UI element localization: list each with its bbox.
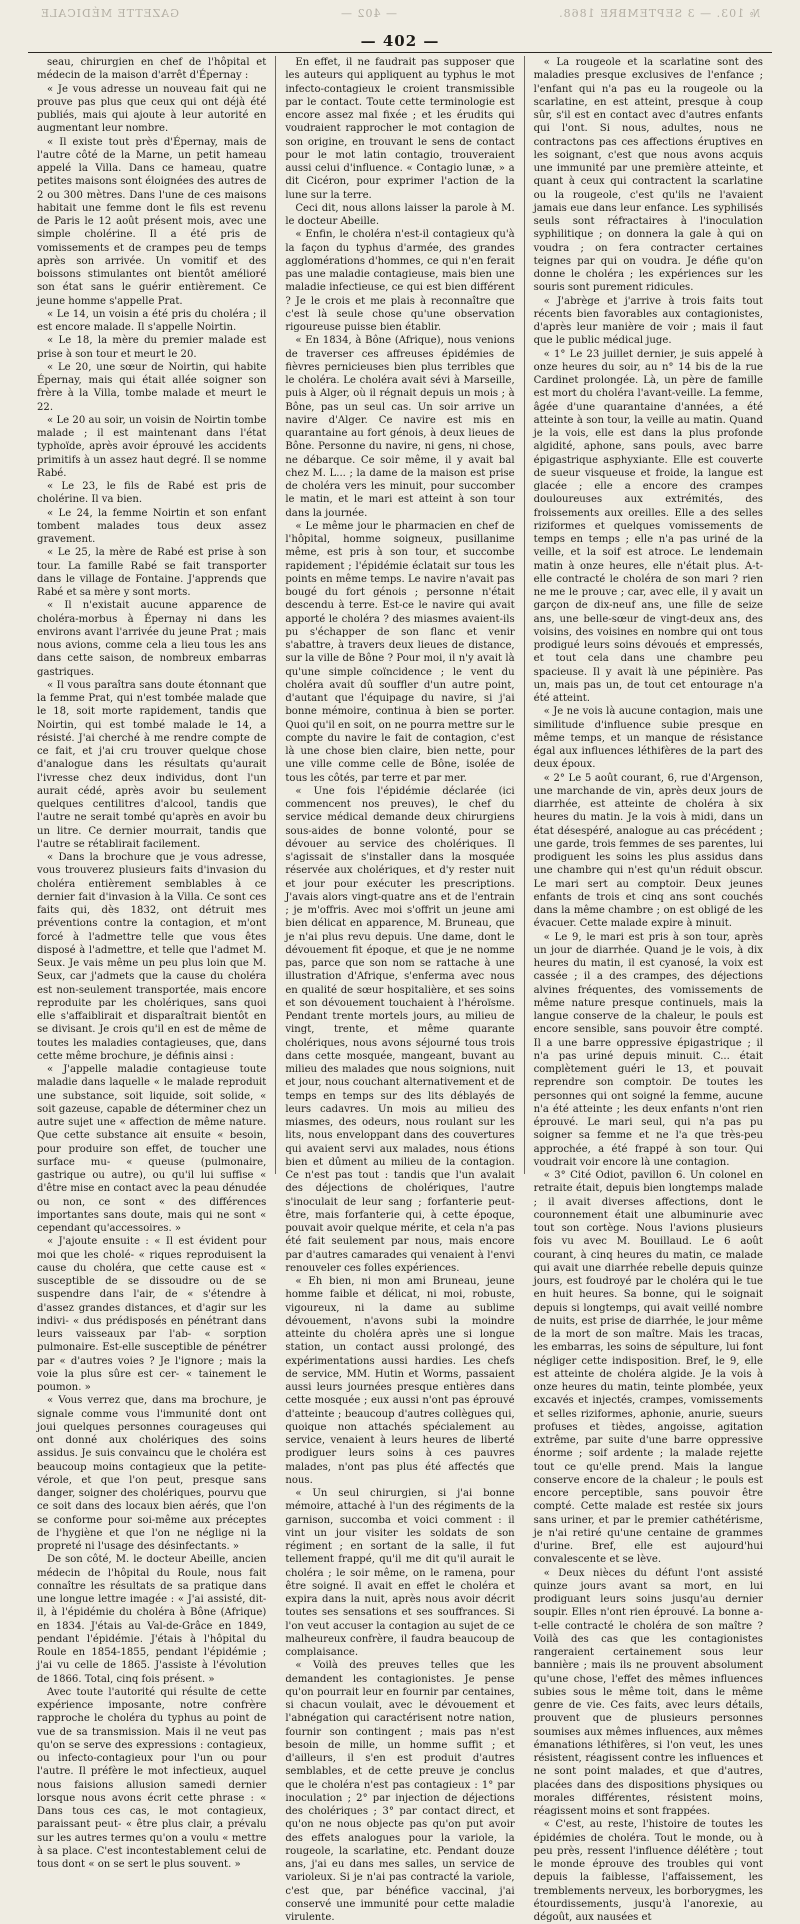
paragraph: « J'abrège et j'arrive à trois faits tout récents bien favorables aux contagionistes, d'après leur manière de voir ; mais il faut que le public médical juge. — [533, 295, 763, 347]
paragraph: « 3° Cité Odiot, pavillon 6. Un colonel en retraite était, depuis bien longtemps malade ; il avait diverses affections, dont le couronnement était une albuminurie avec tout son cortège. Nous l'avions plusieurs fois vu avec M. Bouillaud. Le 6 août courant, à cinq heures du matin, ce malade qui avait une diarrhée rebelle depuis quinze jours, est foudroyé par le choléra qui le tue en huit heures. Sa bonne, qui le soignait depuis si longtemps, qui avait veillé nombre de nuits, est prise de diarrhée, le jour même de la mort de son maître. Mais les tracas, les embarras, les soins de sépulture, lui font négliger cette indisposition. Bref, le 9, elle est atteinte de choléra algide. Je la vois à onze heures du matin, teinte plombée, yeux excavés et injectés, crampes, vomissements et selles riziformes, aphonie, anurie, sueurs profuses et tièdes, angoisse, agitation extrême, par suite d'une barre oppressive énorme ; soif ardente ; la malade rejette tout ce qu'elle prend. Mais la langue conserve encore de la chaleur ; le pouls est encore perceptible, sans pouvoir être compté. Cette malade est restée six jours sans uriner, et par le premier cathétérisme, je n'ai retiré qu'une centaine de grammes d'urine. Bref, elle est aujourd'hui convalescente et se lève. — [533, 1170, 763, 1566]
paragraph: « Vous verrez que, dans ma brochure, je signale comme vous l'immunité dont ont joui quelques personnes courageuses qui ont donné aux cholériques des soins assidus. Je suis convaincu que le choléra est beaucoup moins contagieux que la petite-vérole, et que l'on peut, presque sans danger, soigner des cholériques, pourvu que ce soit dans des locaux bien aérés, que l'on se conforme pour soi-même aux préceptes de l'hygiène et que l'on ne néglige ni la propreté ni l'usage des désinfectants. » — [37, 1395, 267, 1552]
paragraph: « J'ajoute ensuite : « Il est évident pour moi que les cholé- « riques reproduisent la cause du choléra, que cette cause est « susceptible de se dissoudre ou de se suspendre dans l'air, de « s'étendre à d'assez grandes distances, et d'agir sur les indivi- « dus prédisposés en pénétrant dans leurs vaisseaux par l'ab- « sorption pulmonaire. Est-elle susceptible de pénétrer par « d'autres voies ? Je l'ignore ; mais la voie la plus sûre est cer- « tainement le poumon. » — [37, 1236, 267, 1393]
bleed-through-left: № 103. — 3 SEPTEMBRE 1868. — [558, 6, 760, 20]
paragraph: « Le 24, la femme Noirtin et son enfant tombent malades tous deux assez gravement. — [37, 507, 267, 545]
column-left — [28, 56, 275, 1870]
paragraph: « Le 23, le fils de Rabé est pris de cholérine. Il va bien. — [37, 481, 267, 506]
header-rule — [28, 52, 772, 53]
paragraph: « Dans la brochure que je vous adresse, vous trouverez plusieurs faits d'invasion du choléra entièrement semblables à ce dernier fait d'invasion à la Villa. Ce sont ces faits qui, dès 1832, ont détruit mes préventions contre la contagion, et m'ont forcé à l'admettre telle que vous êtes disposé à l'admettre, et telle que l'admet M. Seux. Je vais même un peu plus loin que M. Seux, car j'admets que la cause du choléra est non-seulement transportée, mais encore reproduite par les cholériques, sans quoi elle s'affaiblirait et disparaîtrait bientôt en se divisant. Je crois qu'il en est de même de toutes les maladies contagieuses, que, dans cette même brochure, je définis ainsi : — [37, 852, 267, 1062]
paragraph: « Une fois l'épidémie déclarée (ici commencent nos preuves), le chef du service médical demande deux chirurgiens sous-aides de bonne volonté, pour se dévouer au service des cholériques. Il s'agissait de s'installer dans la mosquée réservée aux cholériques, et d'y rester nuit et jour pour exécuter les prescriptions. J'avais alors vingt-quatre ans et de l'entrain ; je m'offris. Avec moi s'offrit un jeune ami bien délicat en apparence, M. Bruneau, que je n'ai plus revu depuis. Une dame, dont le dévouement fit époque, et que je ne nomme pas, parce que son nom se rattache à une illustration d'Afrique, s'enferma avec nous en qualité de sœur hospitalière, et ses soins et son dévouement touchaient à l'héroïsme. Pendant trente mortels jours, au milieu de vingt, trente, et même quarante cholériques, nous avons séjourné tous trois dans cette mosquée, mangeant, buvant au milieu des malades que nous soignions, nuit et jour, nous couchant alternativement et de temps en temps sur des lits déblayés de leurs cadavres. Un mois au milieu des miasmes, des odeurs, nous roulant sur les lits, nous enveloppant dans des couvertures qui avaient servi aux malades, nous étions bien et dûment au milieu de la contagion. Ce n'est pas tout : tandis que l'un avalait des déjections de cholériques, l'autre s'inoculait de leur sang ; forfanterie peut-être, mais forfanterie qui, à cette époque, pouvait avoir quelque mérite, et cela n'a pas été fait seulement par nous, mais encore par d'autres camarades qui venaient à l'envi renouveler ces folles expériences. — [285, 785, 515, 1274]
paragraph: « Le même jour le pharmacien en chef de l'hôpital, homme soigneux, pusillanime même, est pris à son tour, et succombe rapidement ; l'épidémie éclatait sur tous les points en même temps. Le navire n'avait pas bougé du fort génois ; personne n'était descendu à terre. Est-ce le navire qui avait apporté le choléra ? des miasmes avaient-ils pu s'échapper de son flanc et venir s'abattre, à travers deux lieues de distance, sur la ville de Bône ? Pour moi, il n'y avait là qu'une simple coïncidence ; le vent du choléra avait dû souffler d'un autre point, d'autant que l'équipage du navire, si j'ai bonne mémoire, continua à bien se porter. Quoi qu'il en soit, on ne pourra mettre sur le compte du navire le fait de contagion, c'est là une chose bien claire, bien nette, pour une ville comme celle de Bône, isolée de tous les côtés, par terre et par mer. — [285, 520, 515, 784]
paragraph: En effet, il ne faudrait pas supposer que les auteurs qui appliquent au typhus le mot infecto-contagieux le croient transmissible par le contact. Toute cette terminologie est encore assez mal fixée ; et les érudits qui voudraient rapprocher le mot contagion de son origine, en trouvant le sens de contact pour le mot latin contagio, trouveraient aussi celui d'influence. « Contagio lunæ, » a dit Cicéron, pour exprimer l'action de la lune sur la terre. — [285, 57, 515, 201]
paragraph: « Voilà des preuves telles que les demandent les contagionistes. Je pense qu'on pourrait leur en fournir par centaines, si chacun voulait, avec le dévouement et l'abnégation qui caractérisent notre nation, fournir son contingent ; mais pas n'est besoin de mille, un homme suffit ; et d'ailleurs, il s'en est produit d'autres semblables, et de cette preuve je conclus que le choléra n'est pas contagieux : 1° par inoculation ; 2° par injection de déjections des cholériques ; 3° par contact direct, et qu'on ne nous objecte pas qu'on put avoir des effets analogues pour la variole, la rougeole, la scarlatine, etc. Pendant douze ans, j'ai eu dans mes salles, un service de varioleux. Si je n'ai pas contracté la variole, c'est que, par bénéfice vaccinal, j'ai conservé une immunité pour cette maladie virulente. — [285, 1660, 515, 1923]
paragraph: « Un seul chirurgien, si j'ai bonne mémoire, attaché à l'un des régiments de la garnison, succomba et voici comment : il vint un jour visiter les soldats de son régiment ; en sortant de la salle, il fut tellement frappé, qu'il me dit qu'il aurait le choléra ; le soir même, on le ramena, pour être soigné. Il avait en effet le choléra et expira dans la nuit, après nous avoir décrit toutes ses sensations et ses souffrances. Si l'on veut accuser la contagion au sujet de ce malheureux confrère, il faudra beaucoup de complaisance. — [285, 1488, 515, 1658]
paragraph: « Le 20, une sœur de Noirtin, qui habite Épernay, mais qui était allée soigner son frère à la Villa, tombe malade et meurt le 22. — [37, 361, 267, 413]
column-middle — [275, 56, 523, 1923]
page-number: — 402 — — [360, 32, 440, 50]
paragraph: « Le 9, le mari est pris à son tour, après un jour de diarrhée. Quand je le vois, à dix heures du matin, il est cyanosé, la voix est cassée ; il a des crampes, des déjections alvines fréquentes, des vomissements de même nature presque continuels, mais la langue conserve de la chaleur, le pouls est encore sensible, sans pouvoir être compté. Il a une barre oppressive épigastrique ; il n'a pas uriné depuis minuit. C... était complètement guéri le 13, et pouvait reprendre son comptoir. De toutes les personnes qui ont soigné la femme, aucune n'a été atteinte ; les deux enfants n'ont rien éprouvé. Le mari seul, qui n'a pas pu soigner sa femme et ne l'a que très-peu approchée, a été frappé à son tour. Qui voudrait voir encore là une contagion. — [533, 931, 763, 1168]
bleed-through-header — [0, 4, 800, 22]
bleed-through-right: GAZETTE MÉDICALE — [40, 6, 179, 20]
paragraph: « Il vous paraîtra sans doute étonnant que la femme Prat, qui n'est tombée malade que le 18, soit morte rapidement, tandis que Noirtin, qui est tombé malade le 14, a résisté. J'ai cherché à me rendre compte de ce fait, et j'ai cru trouver quelque chose d'analogue dans les résultats qu'aurait l'ivresse chez deux individus, dont l'un aurait cédé, après avoir bu seulement quelques centilitres d'alcool, tandis que l'autre ne serait tombé qu'après en avoir bu un litre. Ce dernier mourrait, tandis que l'autre se rétablirait facilement. — [37, 679, 267, 850]
paragraph: « Il n'existait aucune apparence de choléra-morbus à Épernay ni dans les environs avant l'arrivée du jeune Prat ; mais nous avions, comme cela a lieu tous les ans dans cette saison, de nombreux embarras gastriques. — [37, 600, 267, 678]
paragraph: Ceci dit, nous allons laisser la parole à M. le docteur Abeille. — [285, 202, 515, 227]
paragraph: seau, chirurgien en chef de l'hôpital et médecin de la maison d'arrêt d'Épernay : — [37, 57, 267, 82]
paragraph: « 2° Le 5 août courant, 6, rue d'Argenson, une marchande de vin, après deux jours de diarrhée, est atteinte de choléra à six heures du matin. Je la vois à midi, dans un état désespéré, analogue au cas précédent ; une garde, trois femmes de ses parentes, lui prodiguent les soins les plus assidus dans une chambre qui n'est qu'un réduit obscur. Le mari sert au comptoir. Deux jeunes enfants de trois et cinq ans sont couchés dans la même chambre ; on est obligé de les évacuer. Cette malade expire à minuit. — [533, 772, 763, 930]
paragraph: « Il existe tout près d'Épernay, mais de l'autre côté de la Marne, un petit hameau appelé la Villa. Dans ce hameau, quatre petites maisons sont éloignées des autres de 2 ou 300 mètres. Dans l'une de ces maisons habitait une femme dont le fils est revenu de Paris le 12 août présent mois, avec une simple cholérine. Il a été pris de vomissements et de crampes peu de temps après son arrivée. Un vomitif et des boissons stimulantes ont bientôt amélioré son état sans le guérir entièrement. Ce jeune homme s'appelle Prat. — [37, 136, 267, 307]
paragraph: « 1° Le 23 juillet dernier, je suis appelé à onze heures du soir, au n° 14 bis de la rue Cardinet prolongée. Là, un père de famille est mort du choléra l'avant-veille. La femme, âgée d'une quarantaine d'années, a été atteinte à son tour, la veille au matin. Quand je la vois, elle est dans la plus profonde algidité, aphone, sans pouls, avec barre épigastrique asphyxiante. Elle est couverte de sueur visqueuse et froide, la langue est glacée ; elle a encore des crampes douloureuses aux extrémités, des froissements aux oreilles. Elle a des selles riziformes et quelques vomissements de temps en temps ; elle n'a pas uriné de la veille, et la soif est atroce. Le lendemain matin à onze heures, elle n'était plus. A-t-elle contracté le choléra de son mari ? rien ne me le prouve ; car, avec elle, il y avait un garçon de dix-neuf ans, une fille de seize ans, une belle-sœur de vingt-deux ans, des voisins, des voisines en nombre qui ont tous prodigué leurs soins dévoués et empressés, et tout cela dans une chambre peu spacieuse. Il y avait là une pépinière. Pas un, mais pas un, de tout cet entourage n'a été atteint. — [533, 348, 763, 704]
paragraph: « Je vous adresse un nouveau fait qui ne prouve pas plus que ceux qui ont déjà été publiés, mais qui ajoute à leur autorité en augmentant leur nombre. — [37, 83, 267, 135]
column-right — [524, 56, 772, 1923]
paragraph: « En 1834, à Bône (Afrique), nous venions de traverser ces affreuses épidémies de fièvres pernicieuses bien plus terribles que le choléra. Le choléra avait sévi à Marseille, puis à Alger, où il régnait depuis un mois ; à Bône, pas un seul cas. Un soir arrive un navire d'Alger. Ce navire est mis en quarantaine au fort génois, à deux lieues de Bône. Personne du navire, ni gens, ni chose, ne débarque. Ce soir même, il y avait bal chez M. L... ; la dame de la maison est prise de choléra vers les minuit, pour succomber le matin, et le mari est atteint à son tour dans la journée. — [285, 335, 515, 519]
paragraph: « Eh bien, ni mon ami Bruneau, jeune homme faible et délicat, ni moi, robuste, vigoureux, ni la dame au sublime dévouement, n'avons subi la moindre atteinte du choléra après une si longue station, un contact aussi prolongé, des expérimentations aussi hardies. Les chefs de service, MM. Hutin et Worms, passaient aussi leurs journées presque entières dans cette mosquée ; eux aussi n'ont pas éprouvé d'atteinte ; beaucoup d'autres collègues qui, quoique non attachés spécialement au service, venaient à leurs heures de liberté prodiguer leurs soins à ces pauvres malades, n'ont pas plus été affectés que nous. — [285, 1276, 515, 1486]
paragraph: « J'appelle maladie contagieuse toute maladie dans laquelle « le malade reproduit une substance, soit liquide, soit solide, « soit gazeuse, capable de déterminer chez un autre sujet une « affection de même nature. Que cette substance ait ensuite « besoin, pour produire son effet, de toucher une surface mu- « queuse (pulmonaire, gastrique ou autre), ou qu'il lui suffise « d'être mise en contact avec la peau dénudée ou non, ce sont « des différences importantes sans doute, mais qui ne sont « cependant qu'accessoires. » — [37, 1064, 267, 1234]
paragraph: « Le 14, un voisin a été pris du choléra ; il est encore malade. Il s'appelle Noirtin. — [37, 308, 267, 333]
paragraph: « Enfin, le choléra n'est-il contagieux qu'à la façon du typhus d'armée, des grandes agglomérations d'hommes, ce qui n'en ferait pas une maladie contagieuse, mais bien une maladie infectieuse, ce qui est bien différent ? Je le crois et me plais à reconnaître que c'est là seule chose qu'une observation rigoureuse puisse bien établir. — [285, 229, 515, 333]
paragraph: « Le 20 au soir, un voisin de Noirtin tombe malade ; il est maintenant dans l'état typhoïde, après avoir éprouvé les accidents primitifs à un assez haut degré. Il se nomme Rabé. — [37, 414, 267, 479]
paragraph: « Le 25, la mère de Rabé est prise à son tour. La famille Rabé se fait transporter dans le village de Fontaine. J'apprends que Rabé et sa mère y sont morts. — [37, 547, 267, 598]
paragraph: « Deux nièces du défunt l'ont assisté quinze jours avant sa mort, en lui prodiguant leurs soins jusqu'au dernier soupir. Elles n'ont rien éprouvé. La bonne a-t-elle contracté le choléra de son maître ? Voilà des cas que les contagionistes rangeraient certainement sous leur bannière ; mais ils ne prouvent absolument qu'une chose, l'effet des mêmes influences subies sous le même toit, dans le même genre de vie. Ces faits, avec leurs détails, prouvent que de plusieurs personnes soumises aux mêmes influences, aux mêmes émanations léthifères, si l'on veut, les unes résistent, réagissent contre les influences et ne sont point malades, et que d'autres, placées dans des dispositions physiques ou morales différentes, résistent moins, réagissent moins et sont frappées. — [533, 1567, 763, 1817]
text-columns — [28, 56, 772, 1923]
paragraph: « Je ne vois là aucune contagion, mais une similitude d'influence subie presque en même temps, et un manque de résistance égal aux influences léthifères de la part des deux époux. — [533, 706, 763, 771]
paragraph: « La rougeole et la scarlatine sont des maladies presque exclusives de l'enfance ; l'enfant qui n'a pas eu la rougeole ou la scarlatine, en est atteint, presque à coup sûr, s'il est en contact avec d'autres enfants qui l'ont. Si nous, adultes, nous ne contractons pas ces affections éruptives en les soignant, c'est que nous avons acquis une immunité par une première atteinte, et quant à ceux qui contractent la scarlatine ou la rougeole, c'est qu'ils ne l'avaient jamais eue dans leur enfance. Les syphilisés seuls sont réfractaires à l'inoculation syphilitique ; on donnera la gale à qui on voudra ; on fera contracter certaines teignes par qui on voudra. Je défie qu'on donne le choléra ; les expériences sur les souris sont purement ridicules. — [533, 57, 763, 294]
bleed-through-center: — 402 — — [340, 6, 398, 20]
paragraph: « C'est, au reste, l'histoire de toutes les épidémies de choléra. Tout le monde, ou à peu près, ressent l'influence délétère ; tout le monde éprouve des troubles qui vont depuis la faiblesse, l'affaissement, les tremblements nerveux, les borborygmes, les étourdissements, jusqu'à l'anorexie, au dégoût, aux nausées et — [533, 1819, 763, 1923]
paragraph: Avec toute l'autorité qui résulte de cette expérience imposante, notre confrère rapproche le choléra du typhus au point de vue de sa transmission. Mais il ne veut pas qu'on se serve des expressions : contagieux, ou infecto-contagieux pour l'un ou pour l'autre. Il préfère le mot infectieux, auquel nous faisions allusion samedi dernier lorsque nous avons écrit cette phrase : « Dans tous ces cas, le mot contagieux, paraissant peut- « être plus clair, a prévalu sur les autres termes qu'on a voulu « mettre à sa place. C'est incontestablement celui de tous dont « on se sert le plus souvent. » — [37, 1686, 267, 1870]
paragraph: De son côté, M. le docteur Abeille, ancien médecin de l'hôpital du Roule, nous fait connaître les résultats de sa pratique dans une longue lettre imagée : « J'ai assisté, dit-il, à l'épidémie du choléra à Bône (Afrique) en 1834. J'étais au Val-de-Grâce en 1849, pendant l'épidémie. J'étais à l'hôpital du Roule en 1854-1855, pendant l'épidémie ; j'ai vu celle de 1865. J'assiste à l'évolution de 1866. Total, cinq fois présent. » — [37, 1554, 267, 1685]
paragraph: « Le 18, la mère du premier malade est prise à son tour et meurt le 20. — [37, 335, 267, 360]
